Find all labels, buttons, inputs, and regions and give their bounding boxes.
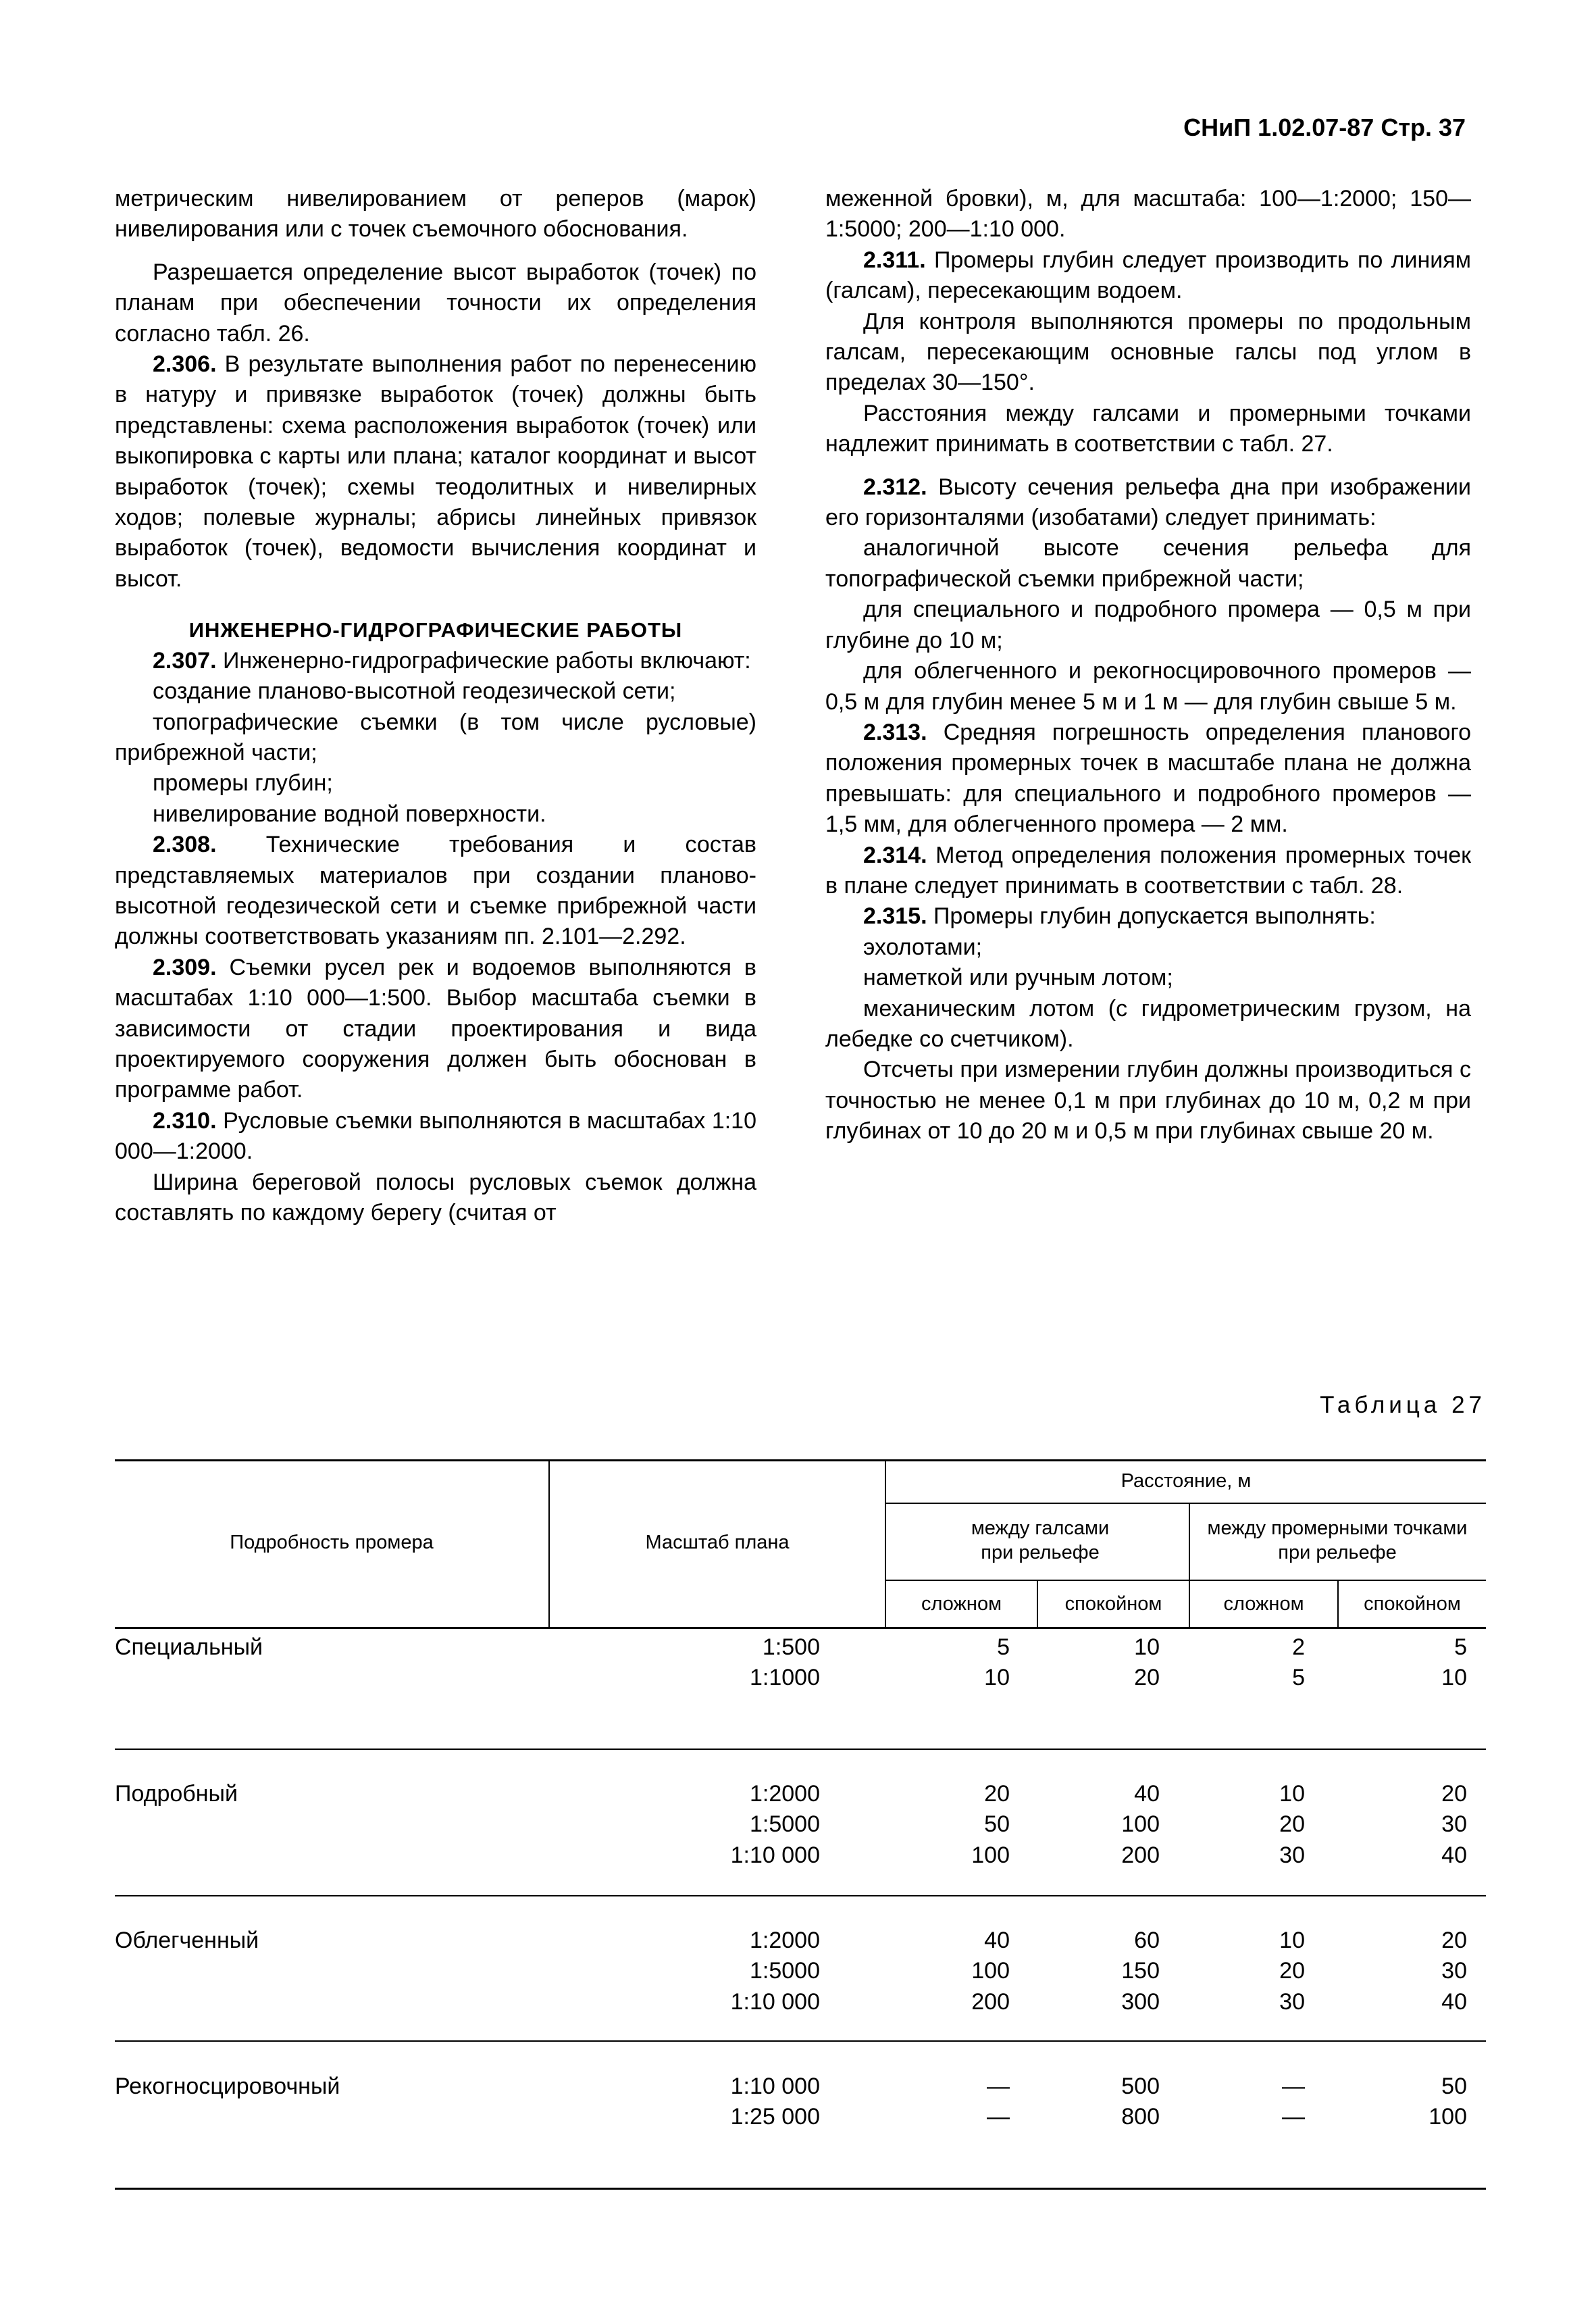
cell-point-complex: 20 [1279, 1958, 1305, 1984]
paragraph-q9 [825, 718, 1471, 840]
paragraph-text: Инженерно-гидрографические работы включают: [216, 647, 751, 674]
paragraph-p12 [115, 1167, 756, 1229]
paragraph-q11 [825, 901, 1471, 932]
paragraph-text: Ширина береговой полосы русловых съемок должна составлять по каждому берегу (считая от [115, 1169, 756, 1226]
paragraph-text: эхолотами; [863, 934, 983, 960]
paragraph-q2 [825, 245, 1471, 307]
paragraph-text: создание планово-высотной геодезической сети; [153, 678, 676, 705]
header-tack-complex: сложном [921, 1593, 1002, 1615]
cell-point-calm: 20 [1441, 1928, 1467, 1953]
header-between-points: между промерными точками при рельефе [1207, 1517, 1468, 1563]
paragraph-q15 [825, 1055, 1471, 1147]
paragraph-text: Промеры глубин допускается выполнять: [927, 903, 1376, 930]
cell-point-calm: 40 [1441, 1988, 1467, 2015]
table-rule-row2 [115, 1895, 1486, 1896]
paragraph-p2 [115, 257, 756, 349]
cell-scales: 1:2000 [750, 1781, 820, 1807]
cell-tack-calm: 10 [1134, 1634, 1160, 1660]
cell-tack-calm: 20 [1134, 1665, 1160, 1691]
table-bottom-rule [115, 2188, 1486, 2190]
paragraph-p10 [115, 953, 756, 1106]
clause-number: 2.313. [863, 719, 927, 745]
paragraph-text: Русловые съемки выполняются в масштабах 1:10 000—1:2000. [115, 1107, 756, 1165]
cell-tack-complex: 5 [997, 1634, 1010, 1660]
cell-scales: 1:5000 [750, 1811, 820, 1838]
paragraph-q14 [825, 994, 1471, 1055]
cell-point-complex: 20 [1279, 1811, 1305, 1838]
cell-scales: 1:5000 [750, 1958, 820, 1984]
paragraph-p7 [115, 768, 756, 799]
clause-number: 2.309. [153, 954, 217, 980]
paragraph-q6 [825, 533, 1471, 595]
paragraph-p1 [115, 184, 756, 245]
header-point-calm: спокойном [1364, 1593, 1461, 1615]
left-column [115, 184, 756, 1228]
clause-number: 2.311. [863, 247, 926, 273]
paragraph-text: нивелирование водной поверхности. [153, 801, 546, 827]
cell-point-complex: 30 [1279, 1988, 1305, 2015]
paragraph-text: наметкой или ручным лотом; [863, 965, 1173, 991]
paragraph-text: механическим лотом (с гидрометрическим грузом, на лебедке со счетчиком). [825, 995, 1471, 1052]
paragraph-q13 [825, 963, 1471, 993]
clause-number: 2.312. [863, 474, 927, 500]
table-header-bottom-rule [115, 1627, 1486, 1629]
cell-detail: Подробный [115, 1781, 238, 1807]
cell-tack-calm: 800 [1121, 2104, 1160, 2130]
cell-point-calm: 50 [1441, 2073, 1467, 2099]
cell-point-calm: 30 [1441, 1958, 1467, 1984]
paragraph-q10 [825, 840, 1471, 902]
paragraph-text: Расстояния между галсами и промерными точками надлежит принимать в соответствии с табл. 27. [825, 400, 1471, 457]
clause-number: 2.314. [863, 842, 927, 868]
paragraph-p3 [115, 349, 756, 595]
cell-tack-calm: 150 [1121, 1958, 1160, 1984]
table-top-rule [115, 1459, 1486, 1461]
cell-tack-complex: 100 [971, 1958, 1010, 1984]
paragraph-p8 [115, 799, 756, 830]
paragraph-q5 [825, 472, 1471, 534]
paragraph-text: топографические съемки (в том числе русловые) прибрежной части; [115, 709, 756, 765]
paragraph-text: Разрешается определение высот выработок (точек) по планам при обеспечении точности их определения согласно табл. 26. [115, 259, 756, 347]
cell-point-complex: — [1282, 2104, 1305, 2130]
paragraph-text: промеры глубин; [153, 770, 333, 797]
cell-tack-calm: 300 [1121, 1988, 1160, 2015]
header-scale: Масштаб плана [645, 1532, 790, 1553]
cell-tack-complex: 40 [984, 1928, 1010, 1953]
paragraph-q3 [825, 307, 1471, 399]
paragraph-q7 [825, 595, 1471, 656]
cell-tack-calm: 60 [1134, 1928, 1160, 1953]
cell-tack-complex: 200 [971, 1988, 1010, 2015]
cell-scales: 1:1000 [750, 1665, 820, 1691]
paragraph-p6 [115, 707, 756, 769]
right-column [825, 184, 1471, 1147]
paragraph-q4 [825, 399, 1471, 460]
header-detail: Подробность промера [230, 1532, 434, 1553]
cell-tack-calm: 500 [1121, 2073, 1160, 2099]
paragraph-text: Отсчеты при измерении глубин должны производиться с точностью не менее 0,1 м при глубинах до 10 м, 0,2 м при глубинах от 10 до 20 м и 0,5 м при глубинах свыше 20 м. [825, 1057, 1471, 1145]
paragraph-text: аналогичной высоте сечения рельефа для топографической съемки прибрежной части; [825, 535, 1471, 592]
paragraph-text: Технические требования и состав представляемых материалов при создании планово-высотной геодезической сети и съемке прибрежной части должны соответствовать указаниям пп. 2.101—2.292. [115, 832, 756, 950]
cell-tack-complex: — [987, 2073, 1010, 2099]
clause-number: 2.308. [153, 832, 217, 858]
paragraph-text: меженной бровки), м, для масштаба: 100—1:2000; 150—1:5000; 200—1:10 000. [825, 186, 1471, 243]
header-point-complex: сложном [1223, 1593, 1304, 1615]
cell-point-complex: 10 [1279, 1928, 1305, 1953]
paragraph-p9 [115, 830, 756, 953]
table-rule-sub [885, 1580, 1486, 1581]
cell-tack-complex: 20 [984, 1781, 1010, 1807]
clause-number: 2.310. [153, 1107, 217, 1134]
cell-point-complex: 30 [1279, 1842, 1305, 1868]
header-distance-group: Расстояние, м [1121, 1470, 1252, 1492]
cell-point-calm: 10 [1441, 1665, 1467, 1691]
cell-scales: 1:10 000 [730, 1842, 820, 1868]
cell-tack-complex: 100 [971, 1842, 1010, 1868]
paragraph-text: Для контроля выполняются промеры по продольным галсам, пересекающим основные галсы под углом в пределах 30—150°. [825, 308, 1471, 396]
cell-point-complex: 10 [1279, 1781, 1305, 1807]
cell-point-complex: 5 [1292, 1665, 1305, 1691]
clause-number: 2.307. [153, 647, 217, 674]
cell-detail: Облегченный [115, 1928, 259, 1953]
paragraph-text: Высоту сечения рельефа дна при изображении его горизонталями (изобатами) следует принимать: [825, 474, 1471, 531]
cell-tack-calm: 200 [1121, 1842, 1160, 1868]
table-rule-row1 [115, 1749, 1486, 1750]
cell-point-calm: 100 [1428, 2104, 1467, 2130]
paragraph-text: Промеры глубин следует производить по линиям (галсам), пересекающим водоем. [825, 247, 1471, 304]
cell-scales: 1:10 000 [730, 2073, 820, 2099]
table-rule-group [885, 1503, 1486, 1504]
header-tack-calm: спокойном [1064, 1593, 1162, 1615]
header-between-tacks: между галсами при рельефе [971, 1517, 1110, 1563]
paragraph-text: Средняя погрешность определения планового положения промерных точек в масштабе плана не должна превышать: для специального и подробного промеров — 1,5 мм, для облегченного промера — 2 мм. [825, 719, 1471, 838]
paragraph-text: Съемки русел рек и водоемов выполняются в масштабах 1:10 000—1:500. Выбор масштаба съемки в зависимости от стадии проектирования и вида проектируемого сооружения должен быть обоснован в программе работ. [115, 954, 756, 1103]
cell-tack-complex: 10 [984, 1665, 1010, 1691]
cell-point-calm: 5 [1454, 1634, 1467, 1660]
cell-point-complex: — [1282, 2073, 1305, 2099]
paragraph-text: для специального и подробного промера — 0,5 м при глубине до 10 м; [825, 597, 1471, 653]
cell-scales: 1:500 [762, 1634, 820, 1660]
paragraph-p5 [115, 676, 756, 707]
paragraph-q8 [825, 656, 1471, 718]
paragraph-text: для облегченного и рекогносцировочного промеров — 0,5 м для глубин менее 5 м и 1 м — для глубин свыше 5 м. [825, 658, 1471, 715]
paragraph-p11 [115, 1106, 756, 1167]
cell-point-complex: 2 [1292, 1634, 1305, 1660]
table-rule-row3 [115, 2040, 1486, 2042]
paragraph-p4 [115, 646, 756, 676]
cell-tack-complex: — [987, 2104, 1010, 2130]
cell-tack-calm: 40 [1134, 1781, 1160, 1807]
cell-scales: 1:2000 [750, 1928, 820, 1953]
cell-tack-complex: 50 [984, 1811, 1010, 1838]
paragraph-text: метрическим нивелированием от реперов (марок) нивелирования или с точек съемочного обоснования. [115, 186, 756, 243]
section-heading: ИНЖЕНЕРНО-ГИДРОГРАФИЧЕСКИЕ РАБОТЫ [188, 618, 683, 643]
cell-point-calm: 40 [1441, 1842, 1467, 1868]
clause-number: 2.306. [153, 351, 217, 378]
cell-point-calm: 20 [1441, 1781, 1467, 1807]
clause-number: 2.315. [863, 903, 927, 930]
running-title: СНиП 1.02.07-87 Стр. 37 [1183, 114, 1466, 141]
paragraph-text: В результате выполнения работ по перенесению в натуру и привязке выработок (точек) должны быть представлены: схема расположения выработок (точек) или выкопировка с карты или плана; каталог координат и высот выработок (точек); схемы теодолитных и нивелирных ходов; полевые журналы; абрисы линейных привязок выработок (точек), ведомости вычисления координат и высот. [115, 351, 756, 592]
cell-detail: Рекогносцировочный [115, 2073, 340, 2099]
cell-scales: 1:25 000 [730, 2104, 820, 2130]
cell-scales: 1:10 000 [730, 1988, 820, 2015]
paragraph-q1 [825, 184, 1471, 245]
table-caption: Таблица 27 [1320, 1392, 1486, 1418]
cell-tack-calm: 100 [1121, 1811, 1160, 1838]
paragraph-q12 [825, 932, 1471, 963]
cell-point-calm: 30 [1441, 1811, 1467, 1838]
paragraph-text: Метод определения положения промерных точек в плане следует принимать в соответствии с табл. 28. [825, 842, 1471, 899]
cell-detail: Специальный [115, 1634, 263, 1660]
